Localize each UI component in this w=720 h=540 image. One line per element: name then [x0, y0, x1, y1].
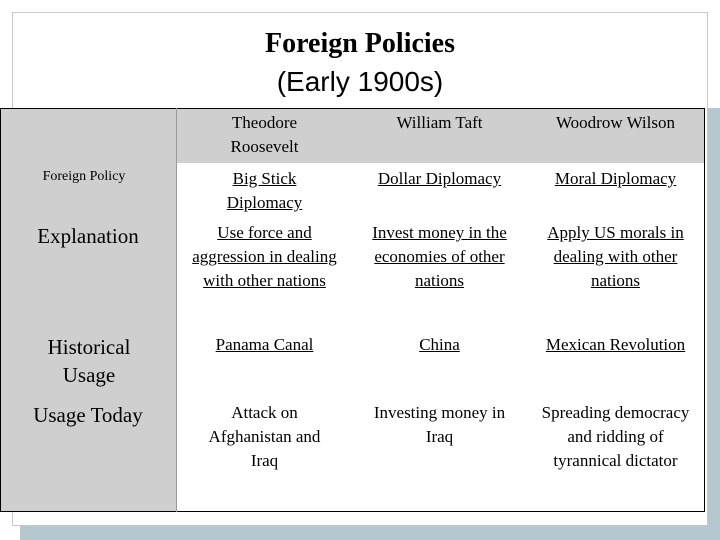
table-cell: Panama Canal: [215, 335, 314, 354]
table-cell: Mexican Revolution: [545, 335, 686, 354]
row-label-foreign-policy: Foreign Policy: [1, 163, 177, 219]
table-cell: Moral Diplomacy: [554, 169, 677, 188]
policy-table: [0, 108, 705, 512]
table-cell: Big Stick Diplomacy: [226, 169, 303, 212]
table-header-cell: Woodrow Wilson: [527, 109, 704, 163]
table-cell: Use force and aggression in dealing with other nations: [192, 223, 337, 290]
table-cell: Attack on Afghanistan and Iraq: [208, 403, 321, 470]
table-header-cell: William Taft: [352, 109, 527, 163]
row-label-usage-today: Usage Today: [1, 397, 177, 511]
slide-subtitle: (Early 1900s): [276, 66, 444, 97]
table-cell: Dollar Diplomacy: [377, 169, 502, 188]
row-label-historical-usage: Historical Usage: [1, 331, 177, 397]
table-cell: Apply US morals in dealing with other nations: [547, 223, 684, 290]
slide-title: Foreign Policies: [265, 28, 455, 59]
table-cell: Spreading democracy and ridding of tyrannical dictator: [541, 403, 690, 470]
row-label-explanation: Explanation: [1, 219, 177, 331]
column-divider: [176, 108, 177, 512]
table-header-corner: [1, 109, 177, 163]
table-cell: Investing money in Iraq: [373, 403, 506, 446]
table-cell: China: [419, 335, 460, 354]
table-header-cell: Theodore Roosevelt: [177, 109, 352, 163]
table-cell: Invest money in the economies of other nations: [372, 223, 507, 290]
